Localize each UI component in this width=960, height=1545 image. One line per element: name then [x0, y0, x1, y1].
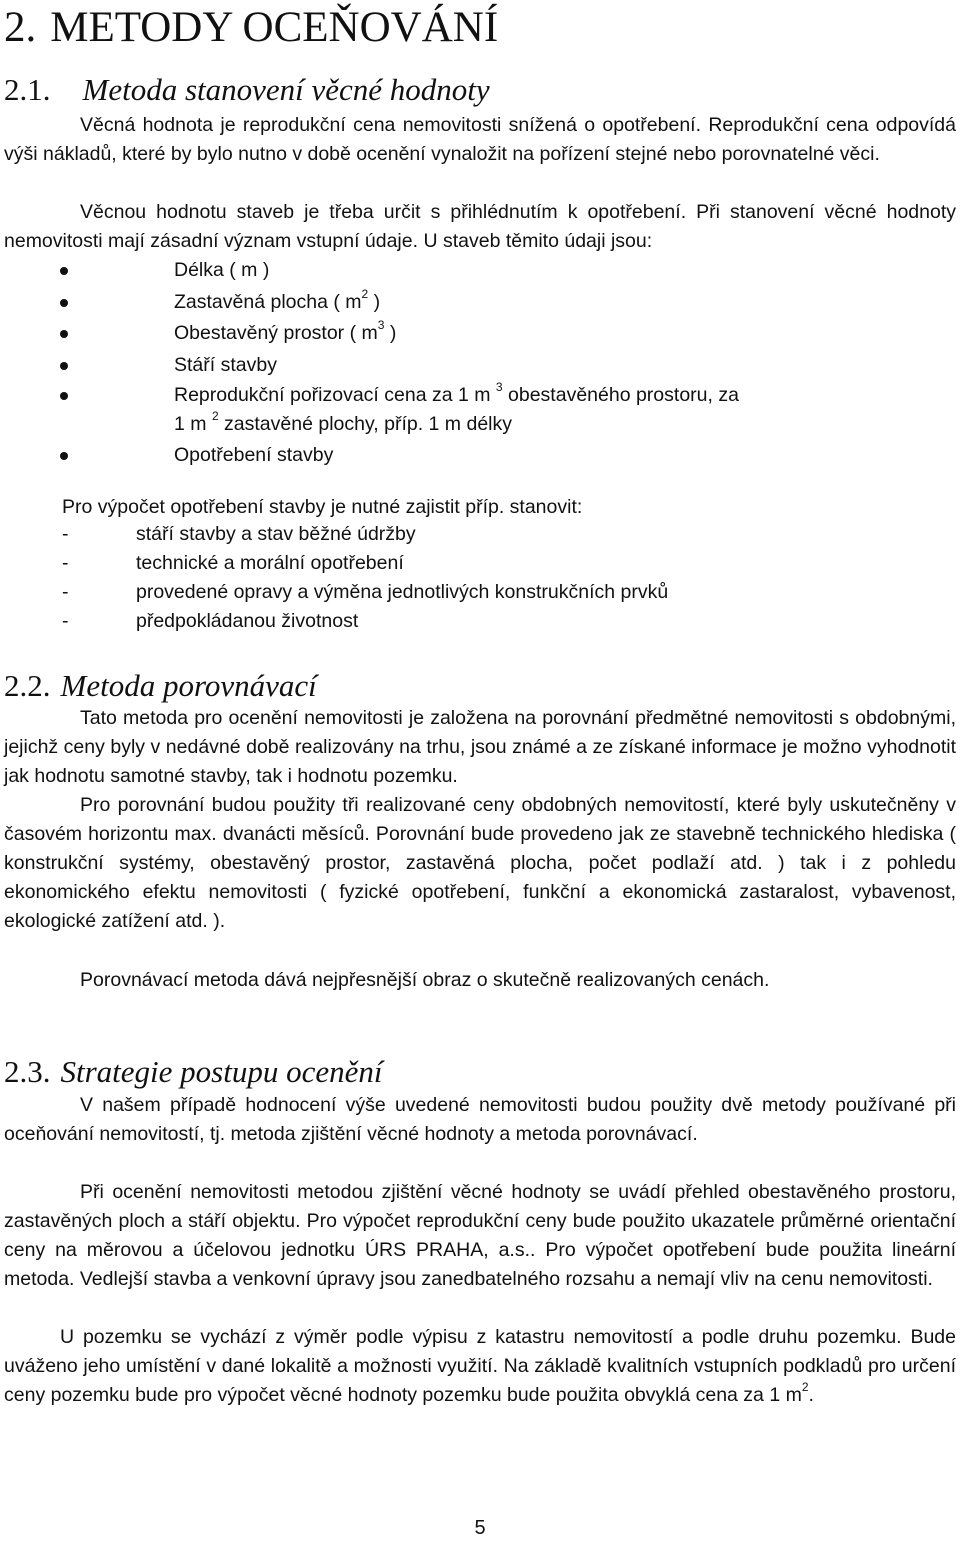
paragraph-opotrebeni-lead: Pro výpočet opotřebení stavby je nutné zajistit příp. stanovit:	[62, 496, 583, 518]
paragraph-sentence: Věcnou hodnotu staveb je třeba určit s přihlédnutím k opotřebení.	[80, 201, 687, 223]
dash-marker: -	[62, 552, 69, 574]
paragraph-porovnavaci-zaver: Porovnávací metoda dává nejpřesnější obraz o skutečně realizovaných cenách.	[80, 969, 770, 991]
bullet-icon	[60, 392, 68, 400]
paragraph-strategie: V našem případě hodnocení výše uvedené nemovitosti budou použity dvě metody používané při oceňování nemovitostí, tj. metoda zjištění věcné hodnoty a metoda porovnávací.	[4, 1094, 956, 1145]
chapter-number: 2.	[4, 4, 37, 51]
paragraph-sentence: U staveb těmito údaji jsou:	[423, 230, 653, 252]
section-title: Metoda porovnávací	[60, 668, 317, 703]
section-title: Metoda stanovení věcné hodnoty	[82, 72, 490, 107]
section-number: 2.1.	[4, 72, 51, 107]
bullet-icon	[60, 452, 68, 460]
bullet-icon	[60, 330, 68, 338]
section-number: 2.2.	[4, 668, 51, 703]
bullet-icon	[60, 299, 68, 307]
chapter-title: METODY OCEŇOVÁNÍ	[50, 4, 499, 51]
paragraph-porovnani: Pro porovnání budou použity tři realizované ceny obdobných nemovitostí, které byly uskutečněny v časovém horizontu max. dvanácti měsíců. Porovnání bude provedeno jak ze stavebně technického hlediska ( konstrukční systémy, obestavěný prostor, zastavěná plocha, počet podlaží atd. ) tak i z pohledu ekonomického efektu nemovitosti ( fyzické opotřebení, funkční a ekonomická zastaralost, vybavenost, ekologické zatížení atd. ).	[4, 794, 956, 932]
document-page: 2. METODY OCEŇOVÁNÍ 2.1. Metoda stanovení věcné hodnoty Věcná hodnota je reprodukční cena nemovitosti snížená o opotřebení. Reprodukční cena odpovídá výši nákladů, které by bylo nutno v době ocenění vynaložit na pořízení stejné nebo porovnatelné věci. Věcnou hodnotu staveb je třeba určit s přihlédnutím k opotřebení. Při stanovení věcné hodnoty nemovitosti mají zásadní význam vstupní údaje. U staveb těmito údaji jsou: Délka ( m ) Zastavěná plocha ( $m^2$ ) Obestavěný prostor ( $m^3$ ) Stáří stavby Reprodukční pořizovací cena za 1 m $^3$ obestavěného prostoru, za 1 m $^2$ zastavěné plochy, příp. 1 m délky Opotřebení stavby Pro výpočet opotřebení stavby je nutné zajistit příp. stanovit: - stáří stavby a stav běžné údržby - technické a morální opotřebení - provedené opravy a výměna jednotlivých konstrukčních prvků - předpokládanou životnost 2.2. Metoda porovnávací Tato metoda pro ocenění nemovitosti je založena na porovnání předmětné nemovitosti s obdobnými, jejichž ceny byly v nedávné době realizovány na trhu, jsou známé a ze získané informace je možno vyhodnotit jak hodnotu samotné stavby, tak i hodnotu pozemku. Pro porovnání budou použity tři realizované ceny obdobných nemovitostí, které byly uskutečněny v časovém horizontu max. dvanácti měsíců. Porovnání bude provedeno jak ze stavebně technického hlediska ( konstrukční systémy, obestavěný prostor, zastavěná plocha, počet podlaží atd. ) tak i z pohledu ekonomického efektu nemovitosti ( fyzické opotřebení, funkční a ekonomická zastaralost, vybavenost, ekologické zatížení atd. ). Porovnávací metoda dává nejpřesnější obraz o skutečně realizovaných cenách. 2.3. Strategie postupu ocenění V našem případě hodnocení výše uvedené nemovitosti budou použity dvě metody používané při oceňování nemovitostí, tj. metoda zjištění věcné hodnoty a metoda porovnávací. Při ocenění nemovitosti metodou zjištění věcné hodnoty se uvádí přehled obestavěného prostoru, zastavěných ploch a stáří objektu. Pro výpočet reprodukční ceny bude použito ukazatele průměrné orientační ceny na měrovou a účelovou jednotku ÚRS PRAHA, a.s.. Pro výpočet opotřebení bude použita lineární metoda. Vedlejší stavba a venkovní úpravy jsou zanedbatelného rozsahu a nemají vliv na cenu nemovitosti. U pozemku se vychází z výměr podle výpisu z katastru nemovitostí a podle druhu pozemku. Bude uváženo jeho umístění v dané lokalitě a možnosti využití. Na základě kvalitních vstupních podkladů pro určení ceny pozemku bude pro výpočet věcné hodnoty pozemku bude použita obvyklá cena za 1 $m^2$. 5	[0, 0, 960, 1545]
dash-marker: -	[62, 610, 69, 632]
paragraph-sentence: Při stanovení věcné hodnoty nemovitosti mají zásadní význam vstupní údaje.	[4, 201, 956, 252]
section-title: Strategie postupu ocenění	[60, 1054, 383, 1089]
section-heading-2-3	[4, 1054, 383, 1090]
bullet-icon	[60, 362, 68, 370]
section-heading-2-1	[4, 72, 490, 108]
paragraph-porovnavaci-metoda: Tato metoda pro ocenění nemovitosti je založena na porovnání předmětné nemovitosti s obdobnými, jejichž ceny byly v nedávné době realizovány na trhu, jsou známé a ze získané informace je možno vyhodnotit jak hodnotu samotné stavby, tak i hodnotu pozemku.	[4, 707, 956, 787]
dash-marker: -	[62, 581, 69, 603]
dash-marker: -	[62, 523, 69, 545]
paragraph-vecna-metoda: Při ocenění nemovitosti metodou zjištění věcné hodnoty se uvádí přehled obestavěného prostoru, zastavěných ploch a stáří objektu. Pro výpočet reprodukční ceny bude použito ukazatele průměrné orientační ceny na měrovou a účelovou jednotku ÚRS PRAHA, a.s.. Pro výpočet opotřebení bude použita lineární metoda. Vedlejší stavba a venkovní úpravy jsou zanedbatelného rozsahu a nemají vliv na cenu nemovitosti.	[4, 1181, 956, 1290]
paragraph-vecna-hodnota: Věcná hodnota je reprodukční cena nemovitosti snížená o opotřebení. Reprodukční cena odpovídá výši nákladů, které by bylo nutno v době ocenění vynaložit na pořízení stejné nebo porovnatelné věci.	[4, 114, 956, 165]
page-number: 5	[474, 1517, 486, 1539]
section-heading-2-2	[4, 668, 317, 704]
paragraph-vstupni-udaje	[4, 198, 956, 256]
section-number: 2.3.	[4, 1054, 51, 1089]
bullet-icon	[60, 267, 68, 275]
chapter-heading	[4, 4, 498, 52]
paragraph-pozemek: U pozemku se vychází z výměr podle výpisu z katastru nemovitostí a podle druhu pozemku. Bude uváženo jeho umístění v dané lokalitě a možnosti využití. Na základě kvalitních vstupních podkladů pro určení ceny pozemku bude pro výpočet věcné hodnoty pozemku bude použita obvyklá cena za 1 $m^2$.	[4, 1326, 956, 1406]
